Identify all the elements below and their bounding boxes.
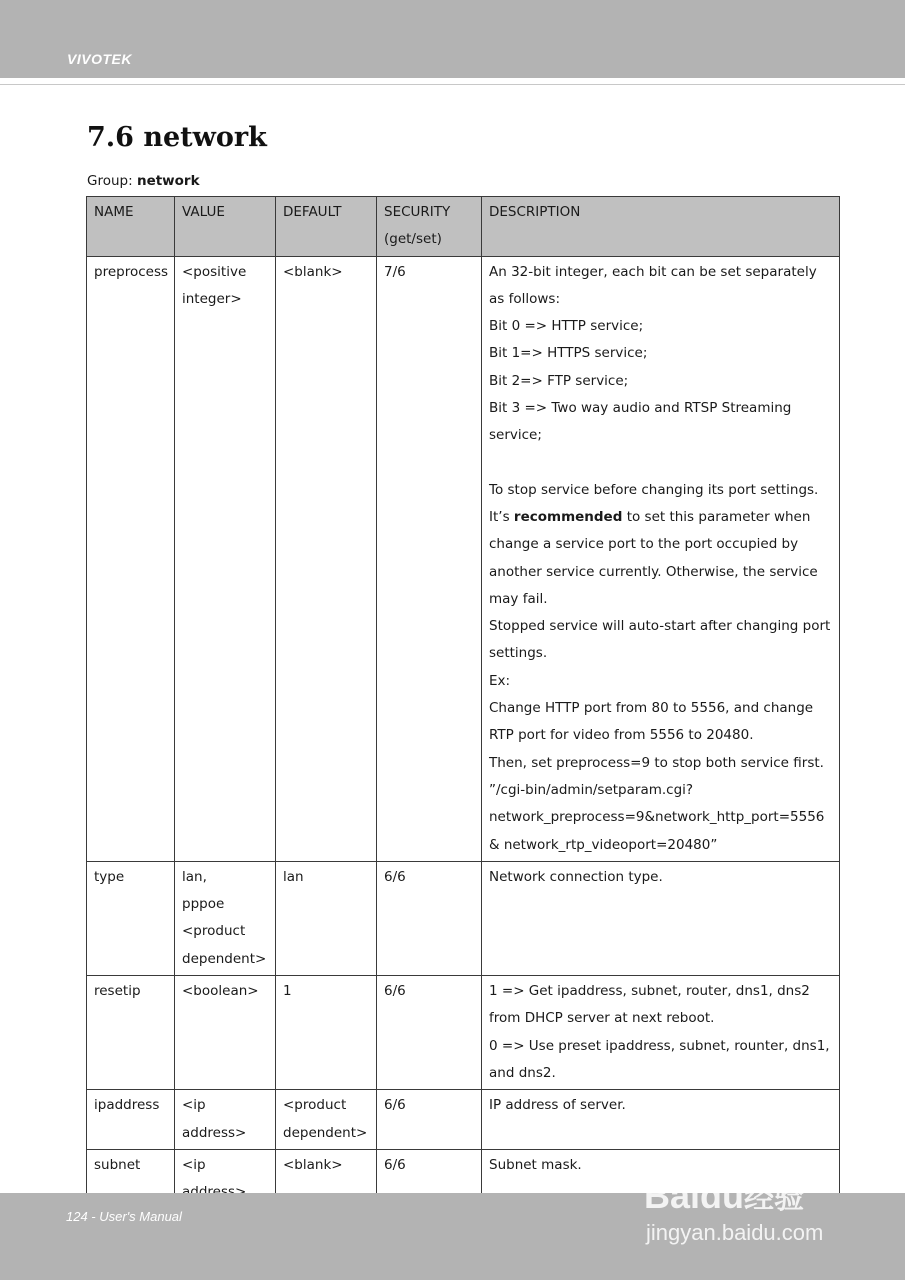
cell-default: [276, 256, 377, 861]
watermark-url: jingyan.baidu.com: [646, 1220, 824, 1245]
section-title: 7.6 network: [87, 122, 267, 153]
watermark-jingyan: 经验: [744, 1182, 805, 1215]
default-line: <product: [283, 1097, 347, 1114]
desc-line: Bit 1=> HTTPS service;: [489, 345, 648, 362]
cell-security: 6/6: [377, 1149, 482, 1209]
desc-text: It’s: [489, 508, 510, 525]
header-default: DEFAULT: [276, 197, 377, 257]
desc-line: Stopped service will auto-start after changing port settings.: [489, 618, 831, 662]
default-line: 1: [283, 983, 292, 1000]
default-line: lan: [283, 868, 304, 885]
page-number-label: 124 - User's Manual: [66, 1209, 182, 1224]
header-security-sub: (get/set): [384, 231, 442, 248]
desc-text: to set this parameter when change a service port to the port occupied by another service currently. Otherwise, the service may fail.: [489, 508, 818, 607]
cell-description: [482, 256, 840, 861]
group-name: network: [136, 173, 200, 189]
desc-line: Change HTTP port from 80 to 5556, and change RTP port for video from 5556 to 20480.: [489, 700, 814, 744]
cell-value: [175, 256, 276, 861]
default-line: <blank>: [283, 263, 343, 280]
watermark-bai: Bai: [644, 1175, 701, 1216]
desc-line: ”/cgi-bin/admin/setparam.cgi?: [489, 781, 694, 798]
header-name: NAME: [87, 197, 175, 257]
cell-security: 7/6: [377, 256, 482, 861]
desc-line: Bit 3 => Two way audio and RTSP Streaming service;: [489, 400, 792, 444]
value-line: lan,: [182, 868, 207, 885]
desc-line: Bit 0 => HTTP service;: [489, 318, 644, 335]
desc-line: Bit 2=> FTP service;: [489, 372, 629, 389]
desc-line: [489, 504, 833, 613]
value-line: pppoe: [182, 896, 225, 913]
value-line: <ip: [182, 1156, 206, 1173]
cell-default: [276, 1090, 377, 1150]
table-row: [87, 256, 840, 861]
cell-description: [482, 861, 840, 975]
value-line: integer>: [182, 290, 242, 307]
desc-line: 0 => Use preset ipaddress, subnet, rounter, dns1, and dns2.: [489, 1037, 830, 1081]
baidu-watermark: [640, 1150, 860, 1250]
header-value: VALUE: [175, 197, 276, 257]
cell-default: [276, 861, 377, 975]
value-line: <ip: [182, 1097, 206, 1114]
desc-line: IP address of server.: [489, 1097, 626, 1114]
cell-name: type: [87, 861, 175, 975]
cell-default: [276, 976, 377, 1090]
group-line: [87, 173, 200, 189]
cell-value: [175, 861, 276, 975]
desc-line: Ex:: [489, 672, 511, 689]
value-line: <product: [182, 923, 246, 940]
desc-line: Then, set preprocess=9 to stop both service first.: [489, 754, 824, 771]
default-line: dependent>: [283, 1124, 368, 1141]
table-header-row: [87, 197, 840, 257]
table-row: [87, 1090, 840, 1150]
cell-name: resetip: [87, 976, 175, 1090]
desc-line: 1 => Get ipaddress, subnet, router, dns1, dns2 from DHCP server at next reboot.: [489, 983, 810, 1027]
svg-text:Baidu经验: [644, 1175, 804, 1216]
header-security-label: SECURITY: [384, 204, 451, 220]
cell-name: subnet: [87, 1149, 175, 1209]
cell-description: [482, 1090, 840, 1150]
header-description: DESCRIPTION: [482, 197, 840, 257]
cell-name: preprocess: [87, 256, 175, 861]
brand-logo-text: VIVOTEK: [67, 51, 132, 67]
desc-line: To stop service before changing its port settings.: [489, 481, 819, 498]
default-line: <blank>: [283, 1156, 343, 1173]
value-line: <positive: [182, 263, 247, 280]
parameter-table: [86, 196, 840, 1209]
cell-security: 6/6: [377, 1090, 482, 1150]
desc-line: An 32-bit integer, each bit can be set separately as follows:: [489, 263, 817, 307]
cell-description: [482, 976, 840, 1090]
desc-line: Network connection type.: [489, 868, 663, 885]
group-label: Group:: [87, 173, 133, 189]
cell-security: 6/6: [377, 861, 482, 975]
cell-value: [175, 1090, 276, 1150]
desc-spacer: [489, 450, 833, 477]
value-line: dependent>: [182, 950, 267, 967]
cell-value: [175, 976, 276, 1090]
desc-line: network_preprocess=9&network_http_port=5556& network_rtp_videoport=20480”: [489, 809, 825, 853]
watermark-du: du: [700, 1175, 745, 1216]
desc-emphasis: recommended: [513, 508, 623, 525]
value-line: address>: [182, 1124, 247, 1141]
cell-security: 6/6: [377, 976, 482, 1090]
value-line: <boolean>: [182, 983, 259, 1000]
cell-name: ipaddress: [87, 1090, 175, 1150]
page-header-bar: [0, 0, 905, 78]
table-row: [87, 976, 840, 1090]
table-row: [87, 861, 840, 975]
header-divider: [0, 84, 905, 85]
desc-line: Subnet mask.: [489, 1156, 582, 1173]
header-security: [377, 197, 482, 257]
